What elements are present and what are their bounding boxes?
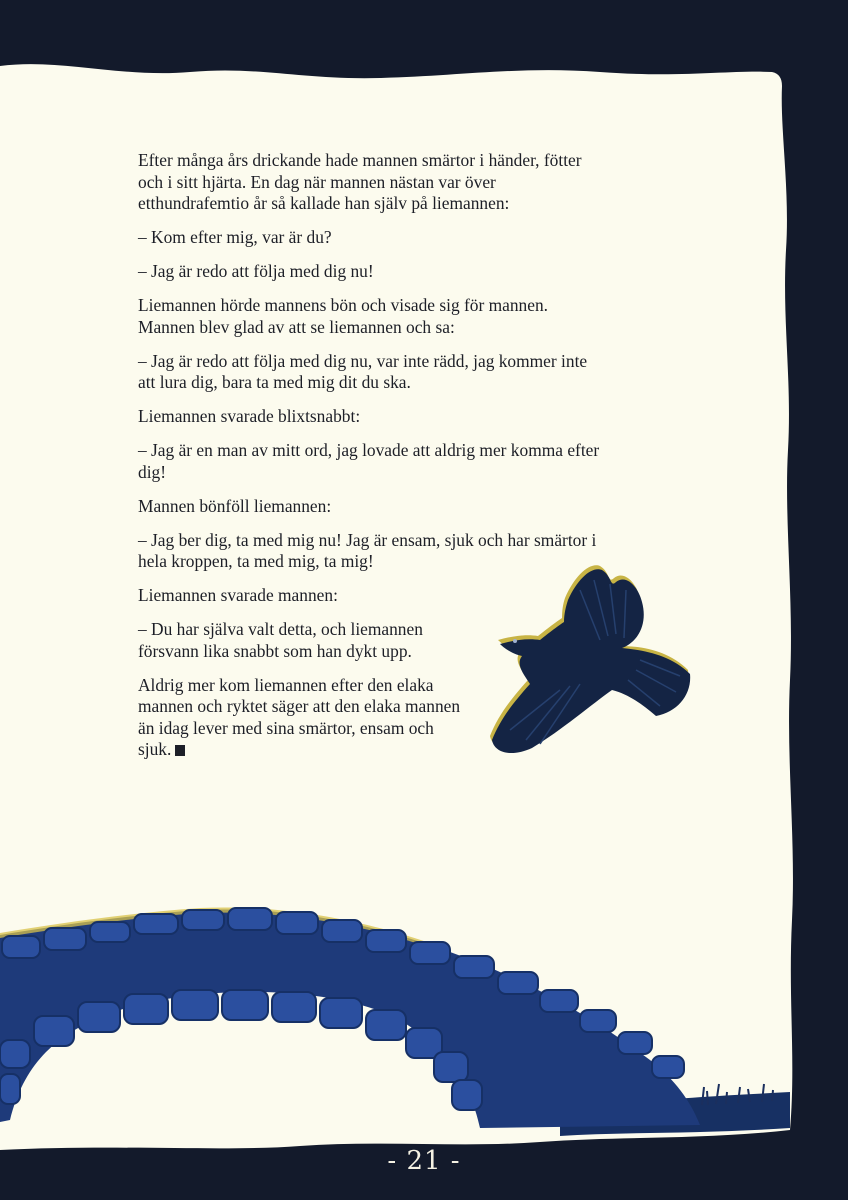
story-final-paragraph bbox=[138, 675, 468, 761]
story-paragraph: – Jag är en man av mitt ord, jag lovade att aldrig mer komma efter dig! bbox=[138, 440, 600, 482]
end-of-story-mark bbox=[175, 745, 185, 756]
story-paragraph: – Jag ber dig, ta med mig nu! Jag är ensam, sjuk och har smärtor i hela kroppen, ta med mig, ta mig! bbox=[138, 529, 597, 571]
story-text bbox=[138, 150, 608, 773]
story-paragraph: – Du har själva valt detta, och liemannen försvann lika snabbt som han dykt upp. bbox=[138, 619, 423, 661]
story-final-text: Aldrig mer kom liemannen efter den elaka mannen och ryktet säger att den elaka mannen än idag lever med sina smärtor, ensam och sjuk. bbox=[138, 674, 461, 759]
story-paragraph: Liemannen hörde mannens bön och visade sig för mannen. Mannen blev glad av att se liemannen och sa: bbox=[138, 295, 549, 337]
story-paragraph: – Jag är redo att följa med dig nu! bbox=[138, 261, 374, 281]
page-number: - 21 - bbox=[387, 1146, 461, 1176]
story-paragraph: Efter många års drickande hade mannen smärtor i händer, fötter och i sitt hjärta. En dag när mannen nästan var över etthundrafemtio år så kallade han själv på liemannen: bbox=[138, 150, 582, 213]
story-paragraph: Liemannen svarade mannen: bbox=[138, 585, 338, 605]
story-paragraph: Mannen bönföll liemannen: bbox=[138, 495, 332, 516]
story-paragraph: – Kom efter mig, var är du? bbox=[138, 227, 332, 247]
story-paragraph: – Jag är redo att följa med dig nu, var inte rädd, jag kommer inte att lura dig, bara ta med mig dit du ska. bbox=[138, 350, 588, 392]
story-paragraph: Liemannen svarade blixtsnabbt: bbox=[138, 406, 361, 426]
